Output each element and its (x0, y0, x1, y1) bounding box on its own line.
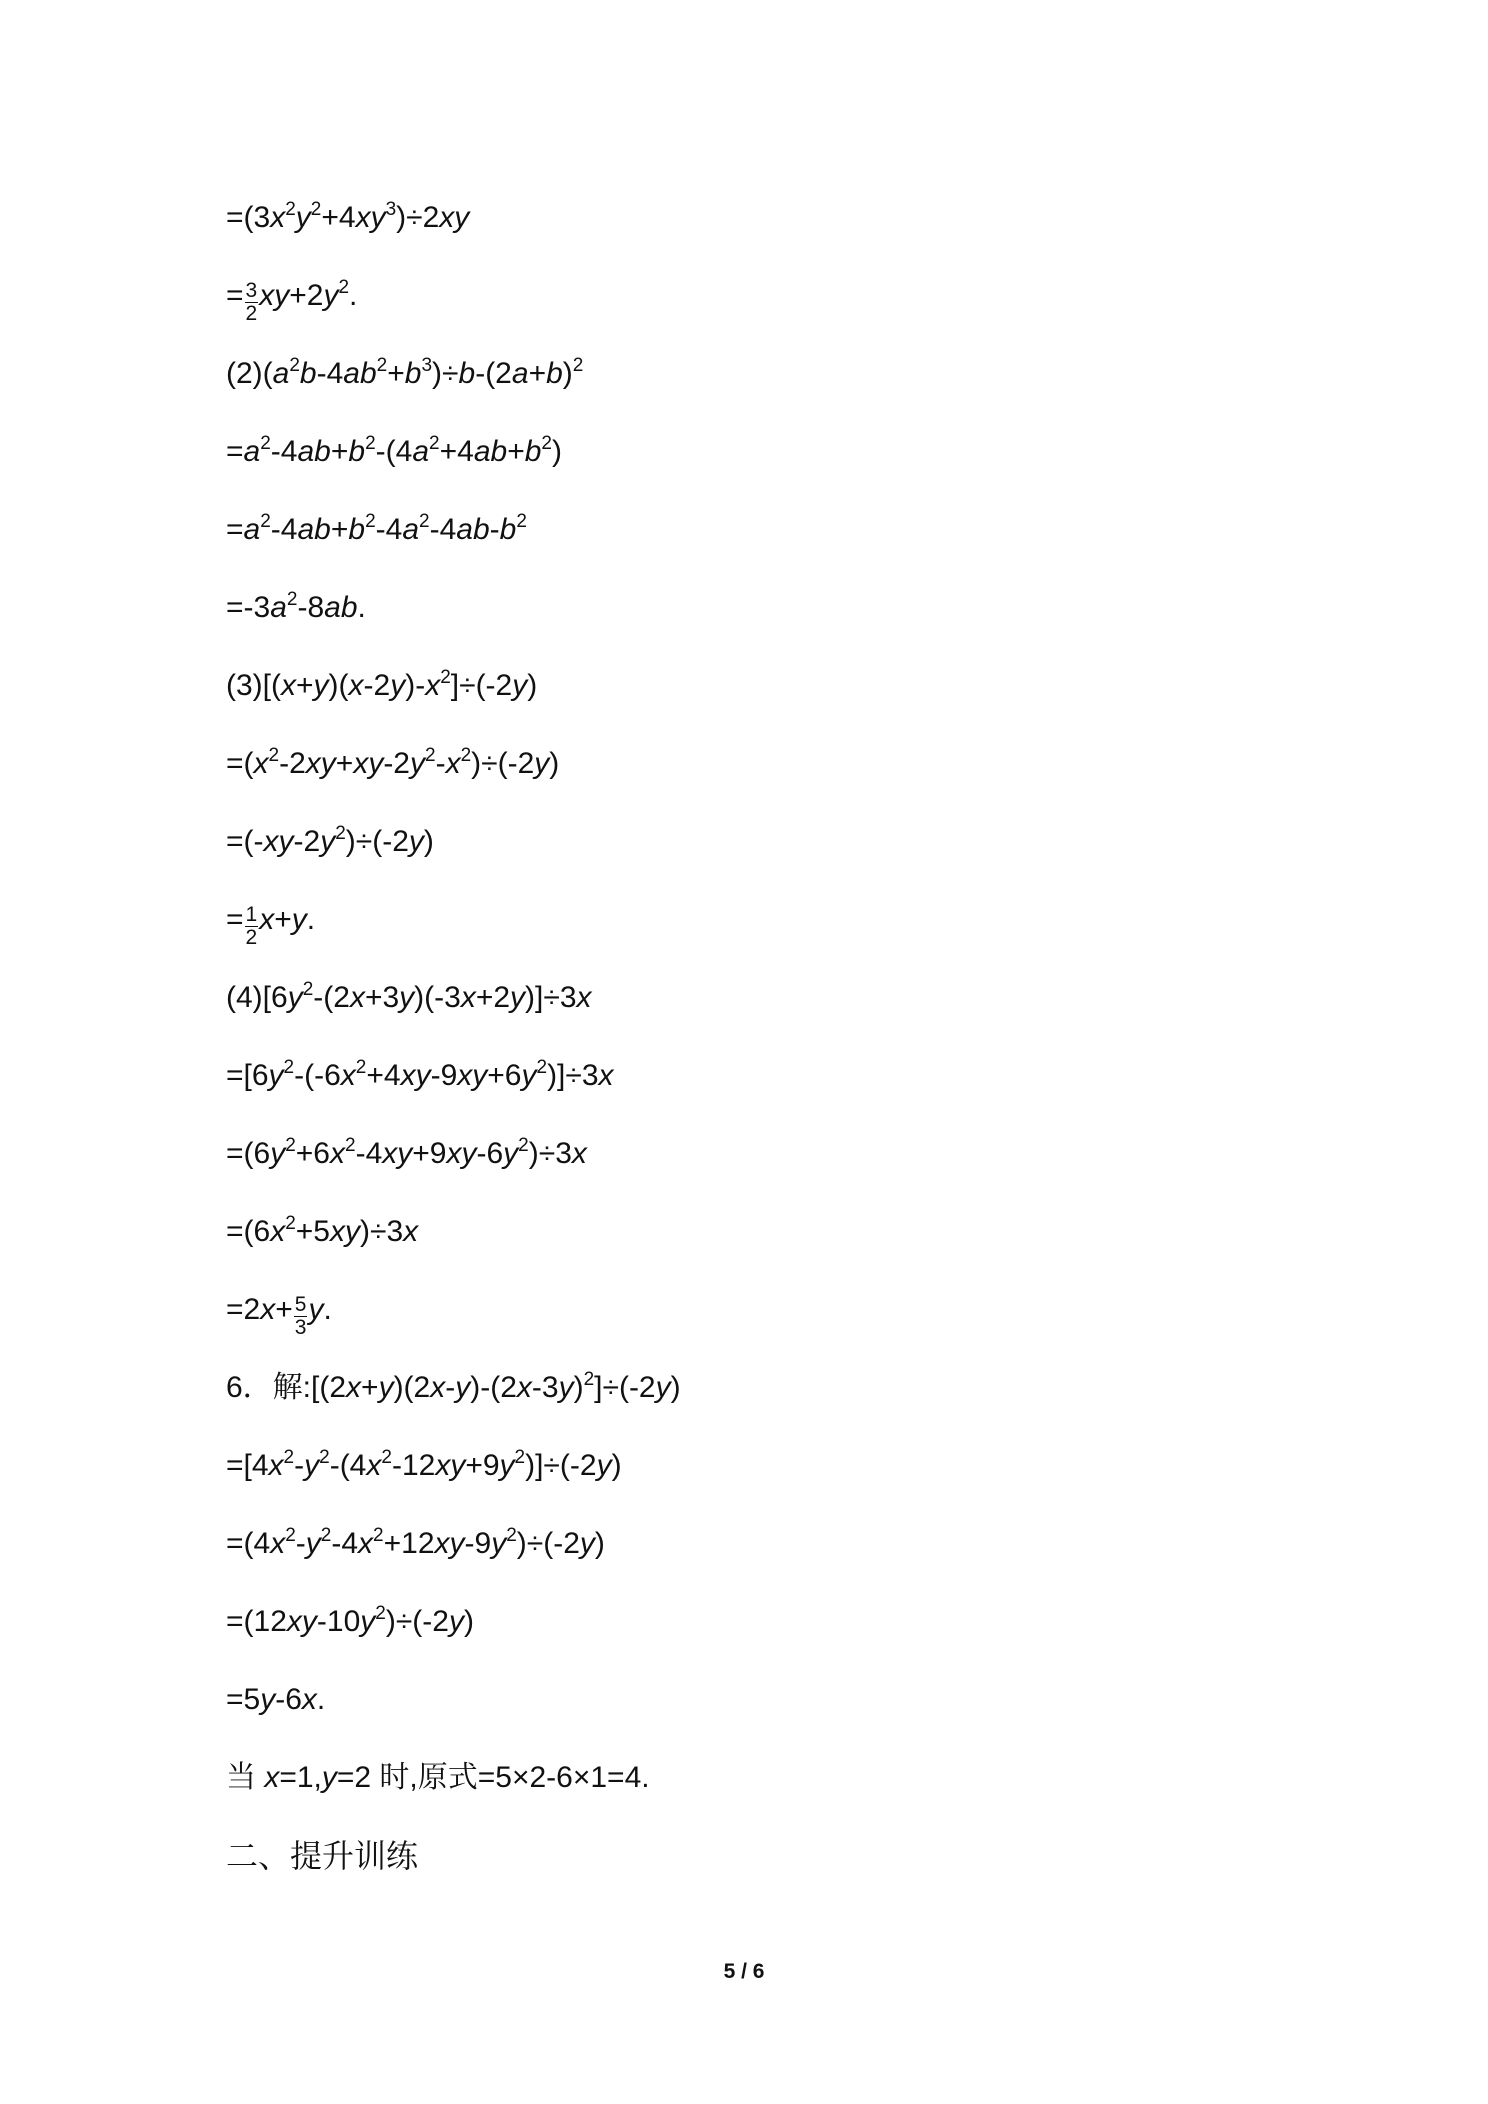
math-line: $=(12xy-10y^2)\div(-2y)$ (226, 1603, 474, 1638)
fraction: $\frac{1}{2}$ (245, 903, 258, 949)
math-line: $(2)(a^2b-4ab^2+b^3)\div b-(2a+b)^2$ (226, 355, 584, 390)
math-line: $=a^2-4ab+b^2-(4a^2+4ab+b^2)$ (226, 433, 562, 468)
math-line: $=(x^2-2xy+xy-2y^2-x^2)\div(-2y)$ (226, 745, 560, 780)
math-line: =2x+ $\frac{5}{3}$ y. (226, 1293, 332, 1339)
math-line: $=(6x^2+5xy)\div 3x$ (226, 1213, 419, 1248)
fraction: $\frac{3}{2}$ (245, 279, 258, 325)
math-line: $(3)[(x+y)(x-2y)-x^2]\div(-2y)$ (226, 667, 538, 702)
evaluation-line: 当 x=1,y=2 时,原式=5×2-6×1=4. (226, 1761, 650, 1794)
math-line: $=(4x^2-y^2-4x^2+12xy-9y^2)\div(-2y)$ (226, 1525, 605, 1560)
math-line: $=-3a^2-8ab$. (226, 589, 366, 624)
math-line: $(4)[6y^2-(2x+3y)(-3x+2y)]\div 3x$ (226, 979, 592, 1014)
math-line: $=[4x^2-y^2-(4x^2-12xy+9y^2)]\div(-2y)$ (226, 1447, 622, 1482)
math-line: =5y-6x. (226, 1683, 326, 1716)
math-line: $=(6y^2+6x^2-4xy+9xy-6y^2)\div 3x$ (226, 1135, 587, 1170)
math-line: $=a^2-4ab+b^2-4a^2-4ab-b^2$ (226, 511, 527, 546)
math-line: $=(-xy-2y^2)\div(-2y)$ (226, 823, 434, 858)
math-line: $=(3x^2y^2+4xy^3)\div 2xy$ (226, 199, 470, 234)
math-line: = $\frac{3}{2}$ $xy+2y^2$. (226, 277, 358, 325)
page-number: 5 / 6 (723, 1960, 765, 1983)
section-heading: 二、提升训练 (226, 1838, 419, 1874)
math-line: $=[6y^2-(-6x^2+4xy-9xy+6y^2)]\div 3x$ (226, 1057, 614, 1092)
math-line: = $\frac{1}{2}$ x+y. (226, 903, 316, 949)
problem-6-heading: 6．解$:[(2x+y)(2x-y)-(2x-3y)^2]\div(-2y)$ (226, 1369, 681, 1404)
fraction: $\frac{5}{3}$ (294, 1293, 307, 1339)
